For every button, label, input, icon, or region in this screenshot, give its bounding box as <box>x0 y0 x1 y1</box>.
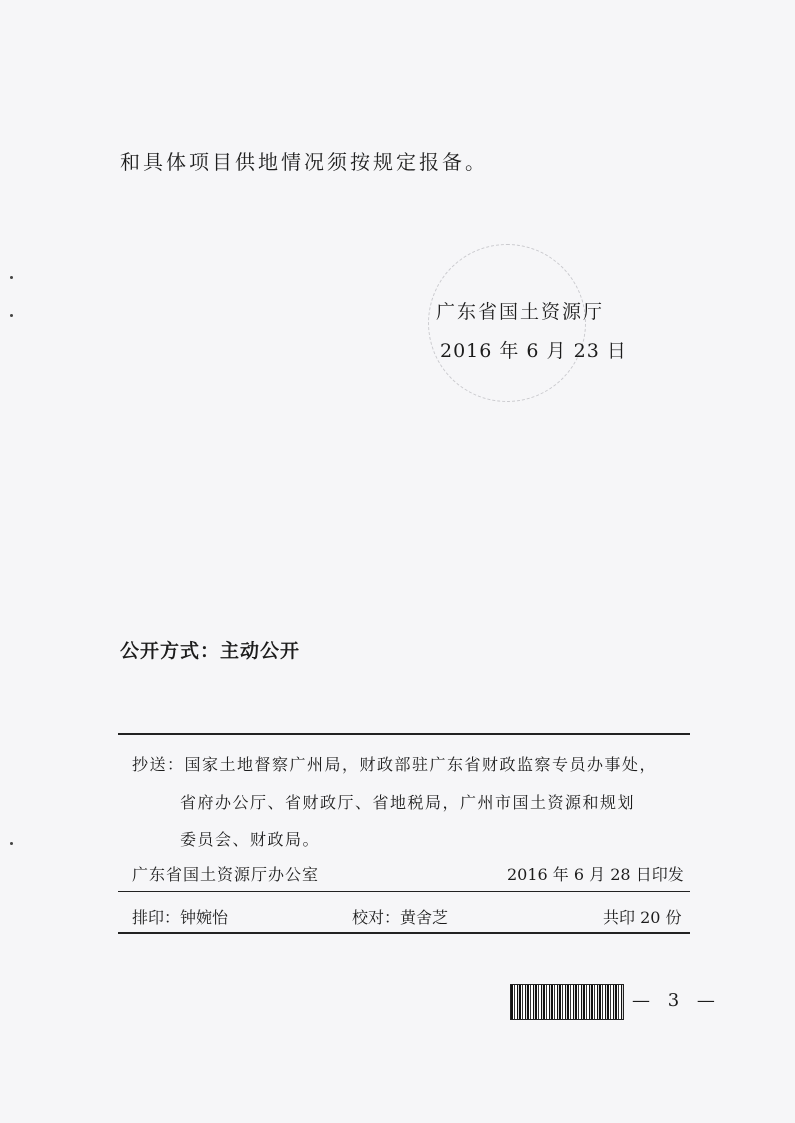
barcode-image <box>510 984 624 1020</box>
issuing-office: 广东省国土资源厅办公室 <box>132 865 320 884</box>
typesetting-credit: 排印：钟婉怡 <box>132 908 229 927</box>
divider-middle <box>118 891 690 892</box>
signing-organization: 广东省国土资源厅 <box>436 301 605 323</box>
signing-date: 2016 年 6 月 23 日 <box>440 340 627 362</box>
proofreading-credit: 校对：黄舍芝 <box>352 908 449 927</box>
scan-speck <box>10 276 13 279</box>
page-number: — 3 — <box>632 990 721 1011</box>
disclosure-method: 公开方式：主动公开 <box>120 640 301 662</box>
divider-bottom <box>118 932 690 934</box>
divider-top <box>118 733 690 735</box>
copies-count: 共印 20 份 <box>603 908 682 927</box>
cc-line-3: 委员会、财政局。 <box>180 830 321 849</box>
scan-speck <box>10 314 13 317</box>
cc-line-2: 省府办公厅、省财政厅、省地税局，广州市国土资源和规划 <box>180 793 636 812</box>
scan-speck <box>10 842 13 845</box>
cc-line-1: 抄送：国家土地督察广州局，财政部驻广东省财政监察专员办事处， <box>132 755 658 774</box>
body-text-line: 和具体项目供地情况须按规定报备。 <box>120 150 488 174</box>
issue-date: 2016 年 6 月 28 日印发 <box>507 865 684 884</box>
